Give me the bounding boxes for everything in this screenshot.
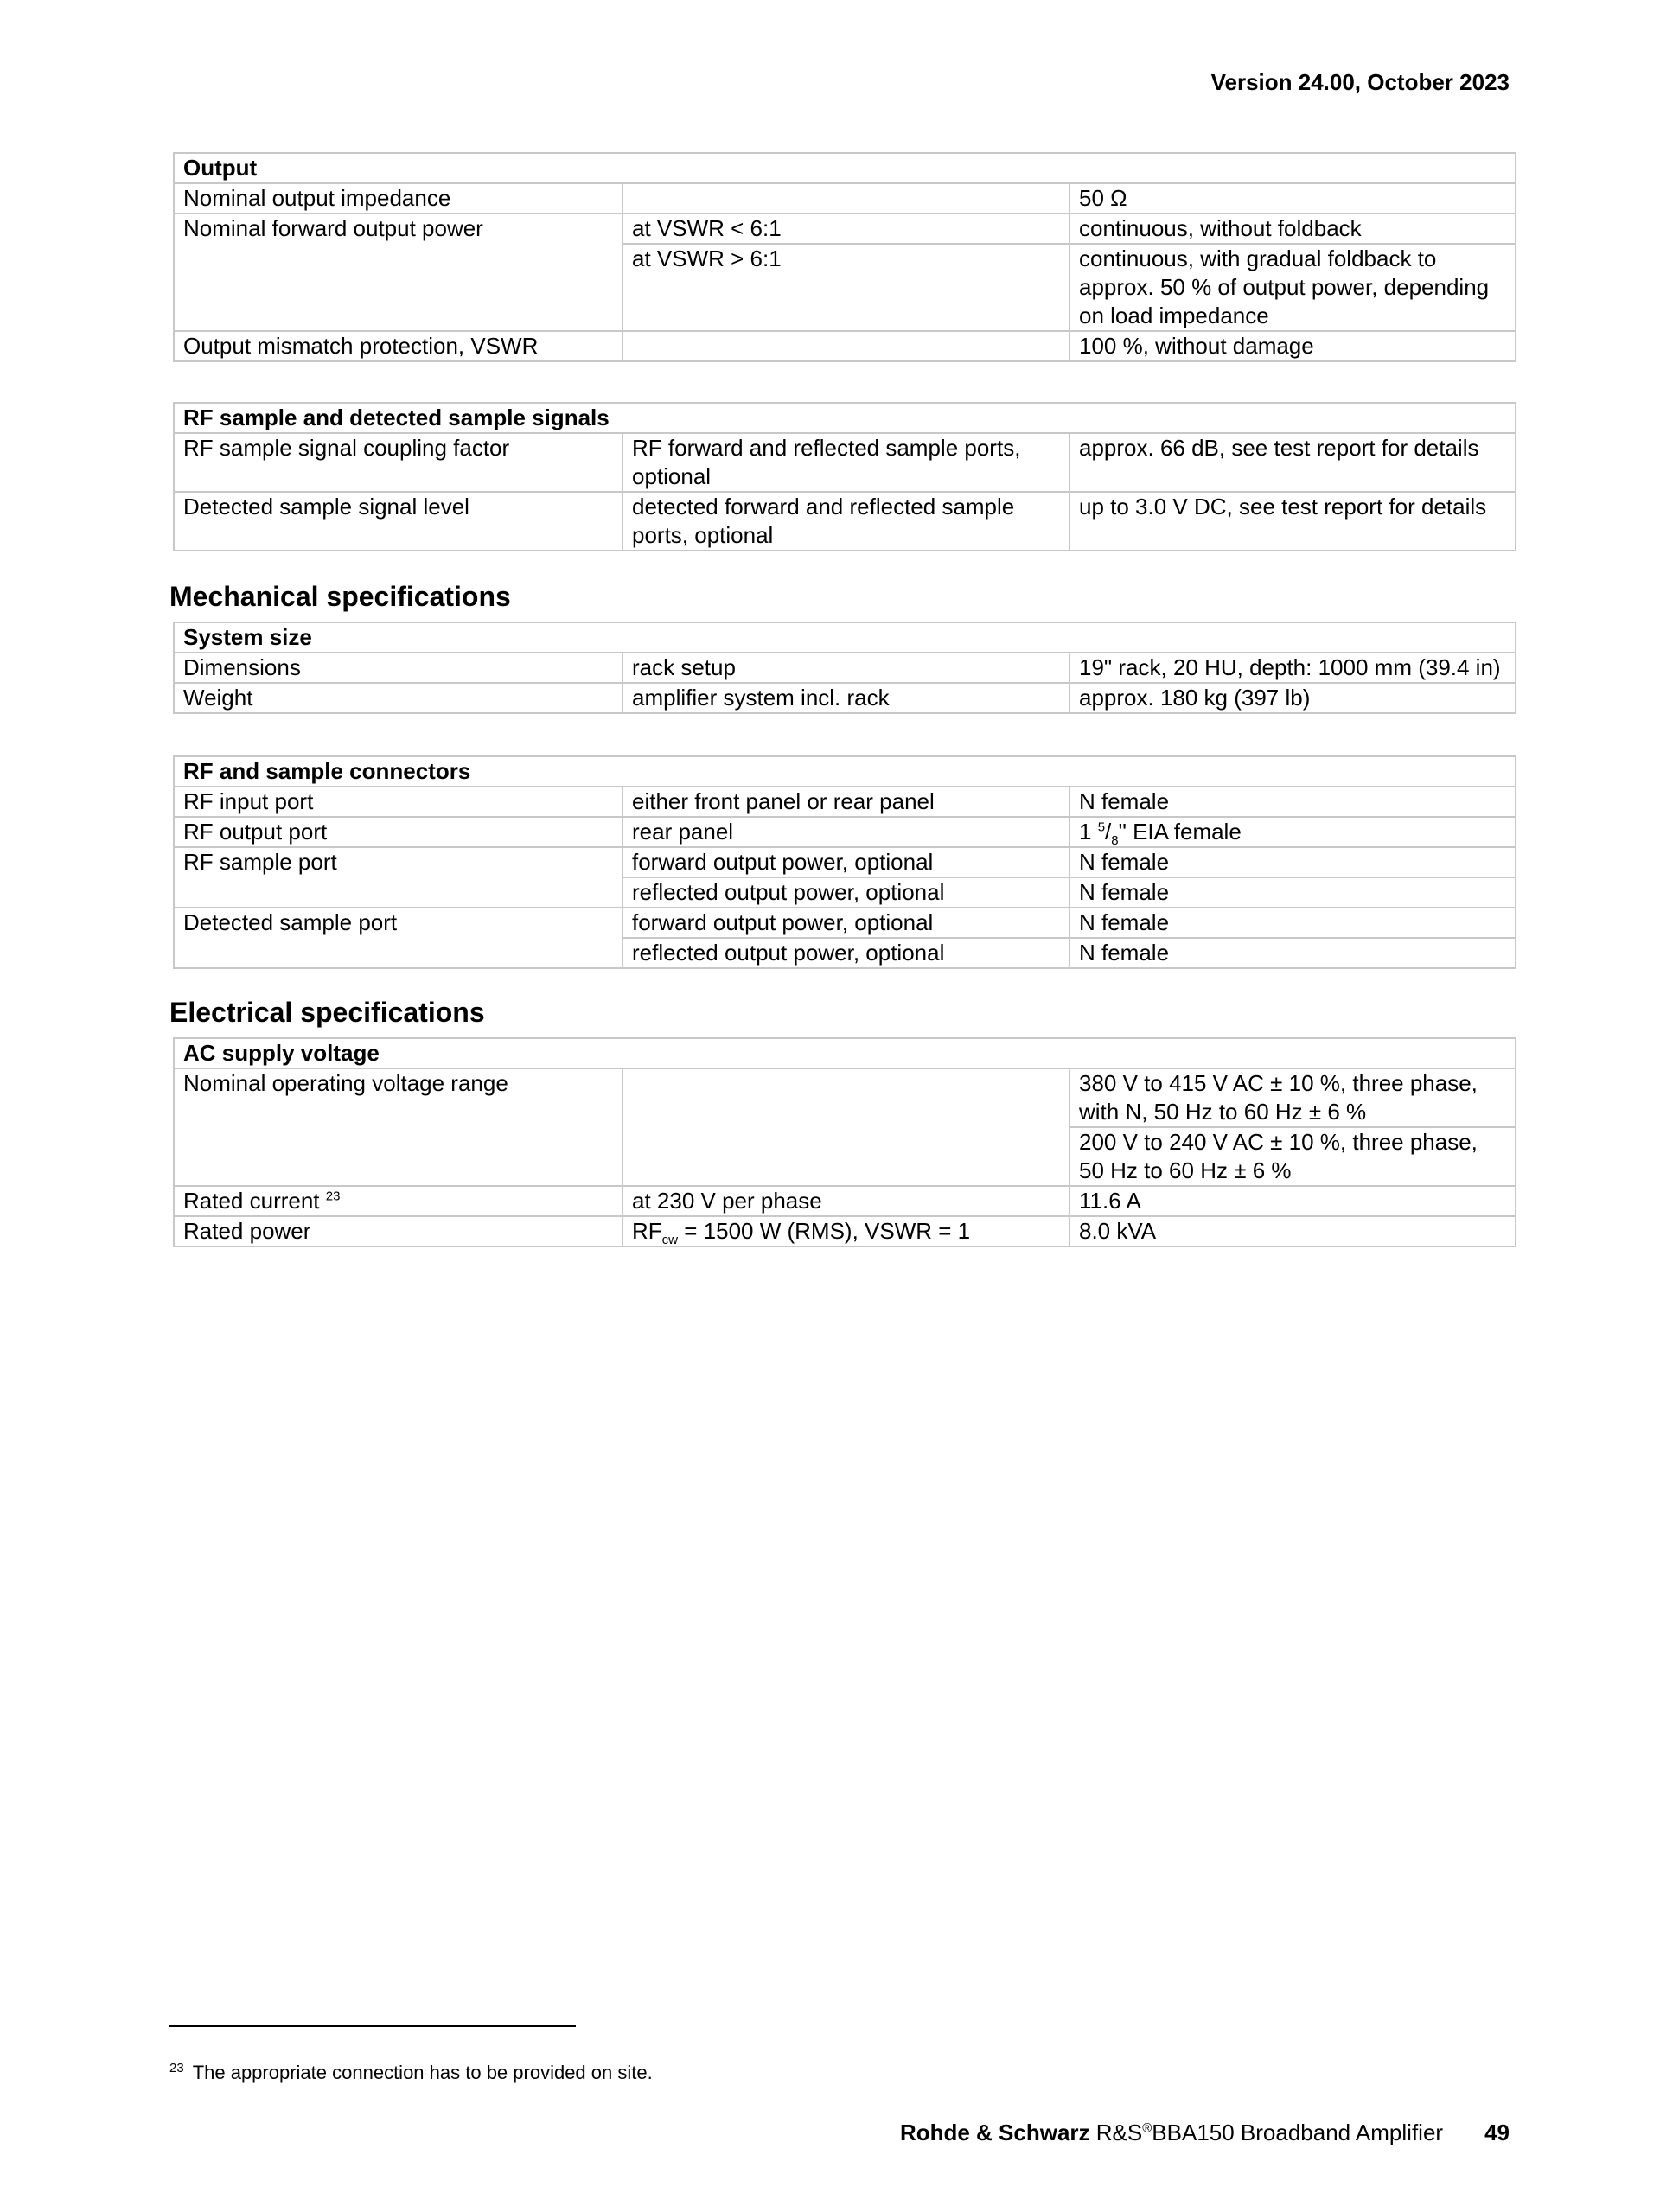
value-whole: 1 [1079,819,1098,845]
output-table [173,152,1516,362]
param-condition: at VSWR < 6:1 [622,214,1069,244]
param-value: N female [1069,847,1516,877]
param-value: 8.0 kVA [1069,1216,1516,1246]
rf-sample-table [173,402,1516,551]
condition-line: detected forward and reflected sample [632,494,1015,520]
footer-company: Rohde & Schwarz [899,2120,1090,2145]
param-condition [622,183,1069,214]
param-value: approx. 180 kg (397 lb) [1069,683,1516,713]
table-row [174,683,1516,713]
value-line: 50 Hz to 60 Hz ± 6 % [1079,1157,1292,1183]
param-value: N female [1069,787,1516,817]
param-value: 11.6 A [1069,1186,1516,1216]
value-line: 200 V to 240 V AC ± 10 %, three phase, [1079,1129,1478,1155]
param-condition: reflected output power, optional [622,938,1069,968]
table-row [174,908,1516,938]
condition-prefix: RF [632,1218,662,1244]
condition-line: RF forward and reflected sample ports, [632,435,1021,461]
param-condition: reflected output power, optional [622,877,1069,908]
condition-line: optional [632,463,712,489]
param-label: Nominal operating voltage range [174,1068,622,1186]
page-footer [900,2120,1510,2146]
table-row [174,1216,1516,1246]
footnote [169,2061,653,2084]
param-label: RF input port [174,787,622,817]
param-value [1069,1127,1516,1186]
param-label: Output mismatch protection, VSWR [174,331,622,361]
param-label: RF sample port [174,847,622,908]
param-label: Detected sample port [174,908,622,968]
table-row [174,183,1516,214]
footnote-separator [169,2025,576,2027]
condition-rest: = 1500 W (RMS), VSWR = 1 [678,1218,971,1244]
param-condition [622,1216,1069,1246]
param-condition: at 230 V per phase [622,1186,1069,1216]
page-number: 49 [1484,2120,1510,2145]
fraction-separator: / [1105,819,1112,845]
system-size-table [173,622,1516,714]
param-value: up to 3.0 V DC, see test report for details [1069,492,1516,551]
table-title: Output [174,153,1516,183]
table-title-row [174,153,1516,183]
table-row [174,331,1516,361]
table-row [174,847,1516,877]
condition-line: ports, optional [632,522,774,548]
param-value: N female [1069,938,1516,968]
label-text: Rated current [183,1188,320,1214]
section-heading-electrical: Electrical specifications [169,997,485,1028]
param-condition: amplifier system incl. rack [622,683,1069,713]
table-row [174,433,1516,492]
section-heading-mechanical: Mechanical specifications [169,581,511,612]
param-label: RF output port [174,817,622,847]
table-title: RF sample and detected sample signals [174,403,1516,433]
param-condition [622,492,1069,551]
param-condition: either front panel or rear panel [622,787,1069,817]
table-row [174,1186,1516,1216]
connectors-table [173,755,1516,969]
table-row [174,787,1516,817]
value-line: 380 V to 415 V AC ± 10 %, three phase, [1079,1070,1478,1096]
param-condition: rear panel [622,817,1069,847]
fraction-numerator: 5 [1097,819,1106,835]
table-row [174,492,1516,551]
param-label: Nominal forward output power [174,214,622,331]
param-label: Rated power [174,1216,622,1246]
table-row [174,817,1516,847]
footer-product: BBA150 Broadband Amplifier [1152,2120,1444,2145]
param-value [1069,817,1516,847]
param-condition: at VSWR > 6:1 [622,244,1069,331]
table-row [174,1068,1516,1127]
table-title: System size [174,622,1516,653]
table-row [174,214,1516,244]
fraction-denominator: 8 [1111,833,1119,849]
param-condition: rack setup [622,653,1069,683]
registered-mark: ® [1142,2120,1152,2136]
table-title-row [174,403,1516,433]
value-rest: " EIA female [1118,819,1242,845]
footnote-reference: 23 [325,1189,341,1204]
footer-product-prefix: R&S [1089,2120,1143,2145]
param-value [1069,1068,1516,1127]
param-value: 50 Ω [1069,183,1516,214]
param-label: Detected sample signal level [174,492,622,551]
table-title: RF and sample connectors [174,756,1516,787]
param-condition [622,433,1069,492]
value-line: with N, 50 Hz to 60 Hz ± 6 % [1079,1099,1367,1125]
param-value: continuous, without foldback [1069,214,1516,244]
value-line: continuous, with gradual foldback to [1079,245,1437,271]
param-value: 19" rack, 20 HU, depth: 1000 mm (39.4 in) [1069,653,1516,683]
table-title-row [174,622,1516,653]
footnote-number: 23 [169,2061,184,2075]
param-label: RF sample signal coupling factor [174,433,622,492]
table-title-row [174,756,1516,787]
condition-subscript: cw [661,1233,679,1248]
param-value: N female [1069,908,1516,938]
param-condition [622,331,1069,361]
param-value: approx. 66 dB, see test report for details [1069,433,1516,492]
param-label: Dimensions [174,653,622,683]
value-line: on load impedance [1079,303,1269,328]
param-condition [622,1068,1069,1186]
param-label: Weight [174,683,622,713]
ac-supply-table [173,1037,1516,1247]
param-condition: forward output power, optional [622,847,1069,877]
param-label: Nominal output impedance [174,183,622,214]
table-title: AC supply voltage [174,1038,1516,1068]
param-label [174,1186,622,1216]
table-row [174,653,1516,683]
table-title-row [174,1038,1516,1068]
param-condition: forward output power, optional [622,908,1069,938]
param-value [1069,244,1516,331]
param-value: 100 %, without damage [1069,331,1516,361]
param-value: N female [1069,877,1516,908]
footnote-text: The appropriate connection has to be provided on site. [192,2062,653,2083]
value-line: approx. 50 % of output power, depending [1079,274,1490,300]
version-label: Version 24.00, October 2023 [1210,69,1510,95]
